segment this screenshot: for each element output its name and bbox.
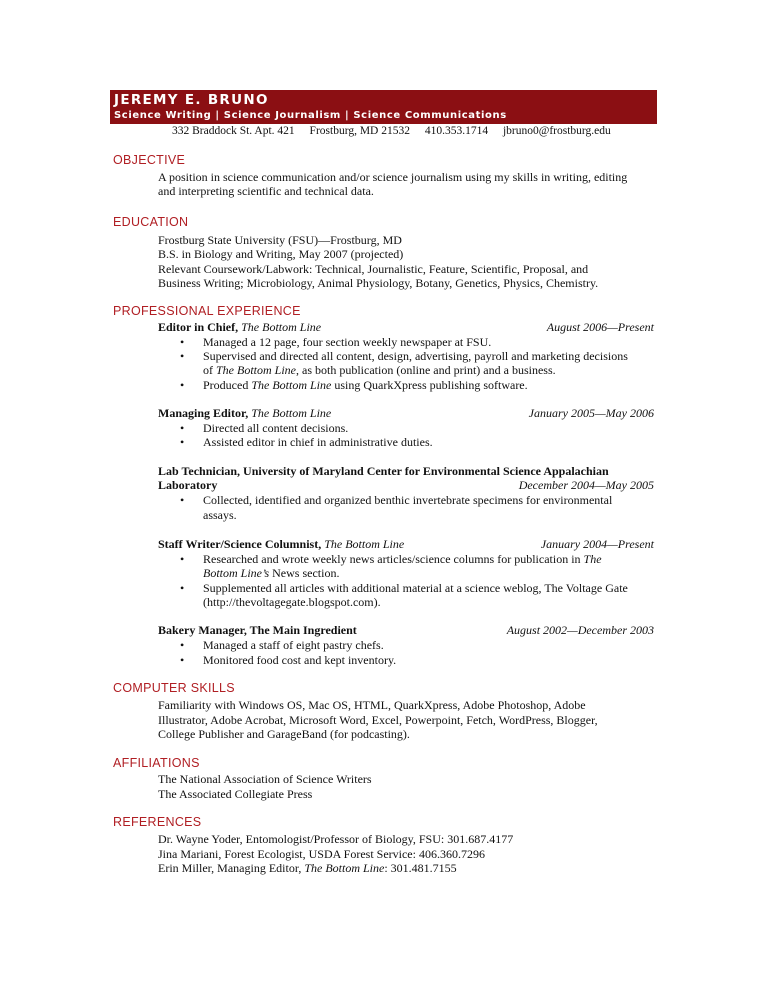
job-bullet: Monitored food cost and kept inventory.: [203, 653, 397, 667]
text-run: of: [203, 363, 216, 377]
job-bullet-continued: assays.: [203, 508, 237, 522]
bullet-icon: •: [180, 435, 185, 449]
bullet-icon: •: [180, 421, 185, 435]
education-line: Frostburg State University (FSU)—Frostburg, MD: [158, 233, 402, 247]
job-title: Bakery Manager, The Main Ingredient: [158, 623, 357, 637]
job-title: Laboratory: [158, 478, 218, 492]
job-bullet: Assisted editor in chief in administrative duties.: [203, 435, 433, 449]
job-title-line: [158, 406, 331, 420]
job-title: Lab Technician, University of Maryland Center for Environmental Science Appalachian: [158, 464, 609, 478]
job-org: The Bottom Line: [251, 406, 332, 420]
text-run: , as both publication (online and print) and a business.: [296, 363, 556, 377]
job-bullet: Supplemented all articles with additional material at a science weblog, The Voltage Gate: [203, 581, 628, 595]
job-bullet: Supervised and directed all content, design, advertising, payroll and marketing decisions: [203, 349, 628, 363]
bullet-icon: •: [180, 653, 185, 667]
skills-line: Familiarity with Windows OS, Mac OS, HTML, QuarkXpress, Adobe Photoshop, Adobe: [158, 698, 586, 712]
job-title-line: [158, 320, 321, 334]
job-title: Staff Writer/Science Columnist,: [158, 537, 322, 551]
publication-name: The Bottom Line: [251, 378, 332, 392]
bullet-icon: •: [180, 638, 185, 652]
affiliation-item: The National Association of Science Writers: [158, 772, 372, 786]
bullet-icon: •: [180, 552, 185, 566]
affiliations-heading: AFFILIATIONS: [113, 756, 200, 770]
reference-item: Jina Mariani, Forest Ecologist, USDA Forest Service: 406.360.7296: [158, 847, 485, 861]
skills-line: College Publisher and GarageBand (for podcasting).: [158, 727, 410, 741]
candidate-name: JEREMY E. BRUNO: [114, 92, 269, 108]
job-title-line: [158, 537, 404, 551]
job-bullet: Managed a 12 page, four section weekly newspaper at FSU.: [203, 335, 492, 349]
references-heading: REFERENCES: [113, 815, 202, 829]
objective-line: A position in science communication and/or science journalism using my skills in writing, editing: [158, 170, 628, 184]
city: Frostburg, MD 21532: [309, 125, 410, 137]
job-bullet: [203, 378, 528, 392]
job-title: Editor in Chief,: [158, 320, 239, 334]
publication-name: Bottom Line’s: [203, 566, 270, 580]
job-bullet-continued: [203, 363, 556, 377]
objective-heading: OBJECTIVE: [113, 153, 186, 167]
publication-name: The Bottom Line: [304, 861, 385, 875]
job-org: The Bottom Line: [241, 320, 322, 334]
phone: 410.353.1714: [424, 125, 489, 137]
publication-name: The Bottom Line: [216, 363, 296, 377]
education-line: Business Writing; Microbiology, Animal Physiology, Botany, Genetics, Physics, Chemistry.: [158, 276, 599, 290]
job-bullet: [203, 552, 602, 566]
job-bullet-continued: [203, 566, 339, 580]
job-bullet: Directed all content decisions.: [203, 421, 349, 435]
candidate-tagline: Science Writing | Science Journalism | Science Communications: [114, 110, 507, 121]
job-org: The Bottom Line: [324, 537, 405, 551]
text-run: Researched and wrote weekly news articles/science columns for publication in: [203, 552, 584, 566]
education-heading: EDUCATION: [113, 215, 189, 229]
skills-line: Illustrator, Adobe Acrobat, Microsoft Word, Excel, Powerpoint, Fetch, WordPress, Blogger,: [158, 713, 598, 727]
job-bullet: Collected, identified and organized benthic invertebrate specimens for environmental: [203, 493, 613, 507]
bullet-icon: •: [180, 349, 185, 363]
contact-line: [172, 125, 623, 137]
job-title: Managing Editor,: [158, 406, 249, 420]
education-line: B.S. in Biology and Writing, May 2007 (projected): [158, 247, 404, 261]
reference-item: Dr. Wayne Yoder, Entomologist/Professor of Biology, FSU: 301.687.4177: [158, 832, 514, 846]
bullet-icon: •: [180, 378, 185, 392]
job-dates: August 2006—Present: [546, 320, 654, 334]
job-dates: December 2004—May 2005: [518, 478, 654, 492]
affiliation-item: The Associated Collegiate Press: [158, 787, 313, 801]
address: 332 Braddock St. Apt. 421: [172, 125, 295, 137]
email: jbruno0@frostburg.edu: [502, 125, 611, 137]
skills-heading: COMPUTER SKILLS: [113, 681, 235, 695]
experience-heading: PROFESSIONAL EXPERIENCE: [113, 304, 301, 318]
education-line: Relevant Coursework/Labwork: Technical, Journalistic, Feature, Scientific, Proposal, and: [158, 262, 589, 276]
objective-line: and interpreting scientific and technical data.: [158, 184, 374, 198]
bullet-icon: •: [180, 335, 185, 349]
job-dates: January 2005—May 2006: [528, 406, 654, 420]
text-run: News section.: [269, 566, 340, 580]
job-dates: January 2004—Present: [540, 537, 654, 551]
text-run: using QuarkXpress publishing software.: [331, 378, 528, 392]
job-bullet: Managed a staff of eight pastry chefs.: [203, 638, 384, 652]
publication-name: The: [583, 552, 602, 566]
text-run: : 301.481.7155: [384, 861, 457, 875]
bullet-icon: •: [180, 581, 185, 595]
job-bullet-continued: (http://thevoltagegate.blogspot.com).: [203, 595, 381, 609]
text-run: Erin Miller, Managing Editor,: [158, 861, 305, 875]
reference-item: [158, 861, 457, 875]
bullet-icon: •: [180, 493, 185, 507]
text-run: Produced: [203, 378, 252, 392]
job-dates: August 2002—December 2003: [506, 623, 654, 637]
